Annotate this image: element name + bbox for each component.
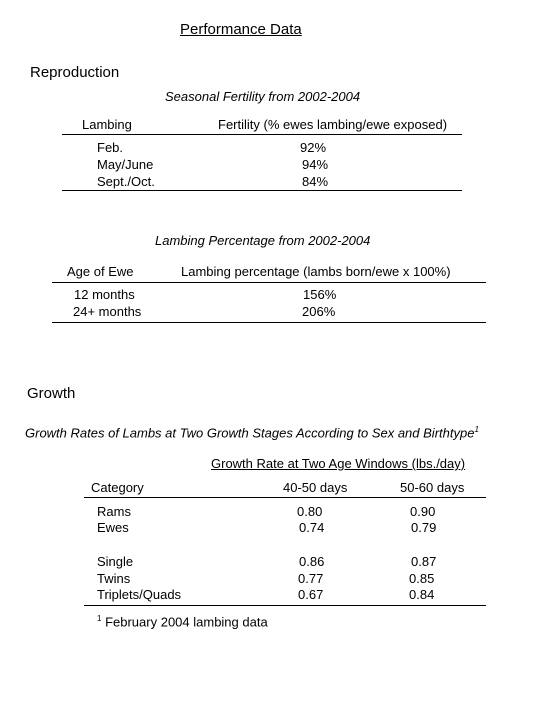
table-row-value: 0.80 [297,504,323,519]
table-row-value: 156% [303,287,337,302]
table-row-value: 0.90 [410,504,436,519]
table-row-label: Rams [97,504,131,519]
column-header-age: Age of Ewe [67,264,134,279]
caption-text: Growth Rates of Lambs at Two Growth Stages According to Sex and Birthtype [25,425,475,441]
table-caption-growth [25,425,479,440]
table-rule [62,134,462,135]
table-row-value: 0.79 [411,520,437,535]
table-rule [84,605,486,606]
table-caption-lambing: Lambing Percentage from 2002-2004 [155,233,371,248]
column-header-lambing-percentage: Lambing percentage (lambs born/ewe x 100%) [181,264,451,279]
table-row-value: 92% [300,140,327,155]
table-row-label: Single [97,554,134,569]
column-header-fertility: Fertility (% ewes lambing/ewe exposed) [218,117,448,132]
table-row-value: 0.86 [299,554,325,569]
footnote-mark: 1 [97,614,102,623]
column-header-40-50-days: 40-50 days [283,480,348,495]
column-header-50-60-days: 50-60 days [400,480,465,495]
table-row-label: Ewes [97,520,129,535]
table-row-label: 12 months [74,287,135,302]
table-row-label: May/June [97,157,154,172]
table-row-label: Sept./Oct. [97,174,155,189]
column-header-category: Category [91,480,144,495]
table-rule [52,322,486,323]
table-row-label: Triplets/Quads [97,587,182,602]
table-rule [52,282,486,283]
table-rule [62,190,462,191]
table-row-value: 0.87 [411,554,437,569]
column-group-header: Growth Rate at Two Age Windows (lbs./day) [211,456,466,471]
column-header-lambing: Lambing [82,117,132,132]
table-row-value: 0.67 [298,587,324,602]
section-heading-reproduction: Reproduction [30,64,120,81]
table-row-value: 0.85 [409,571,435,586]
table-row-value: 0.74 [299,520,325,535]
table-row-value: 0.84 [409,587,435,602]
section-heading-growth: Growth [27,385,76,402]
table-row-label: Twins [97,571,131,586]
table-row-label: 24+ months [73,304,142,319]
table-row-value: 84% [302,174,329,189]
page-title: Performance Data [180,21,302,38]
footnote-text: February 2004 lambing data [105,614,268,630]
table-rule [84,497,486,498]
footnote-reference: 1 [474,425,479,434]
footnote [97,610,268,630]
table-row-label: Feb. [97,140,124,155]
table-row-value: 94% [302,157,329,172]
table-row-value: 206% [302,304,336,319]
table-caption-fertility: Seasonal Fertility from 2002-2004 [165,89,361,104]
table-row-value: 0.77 [298,571,324,586]
